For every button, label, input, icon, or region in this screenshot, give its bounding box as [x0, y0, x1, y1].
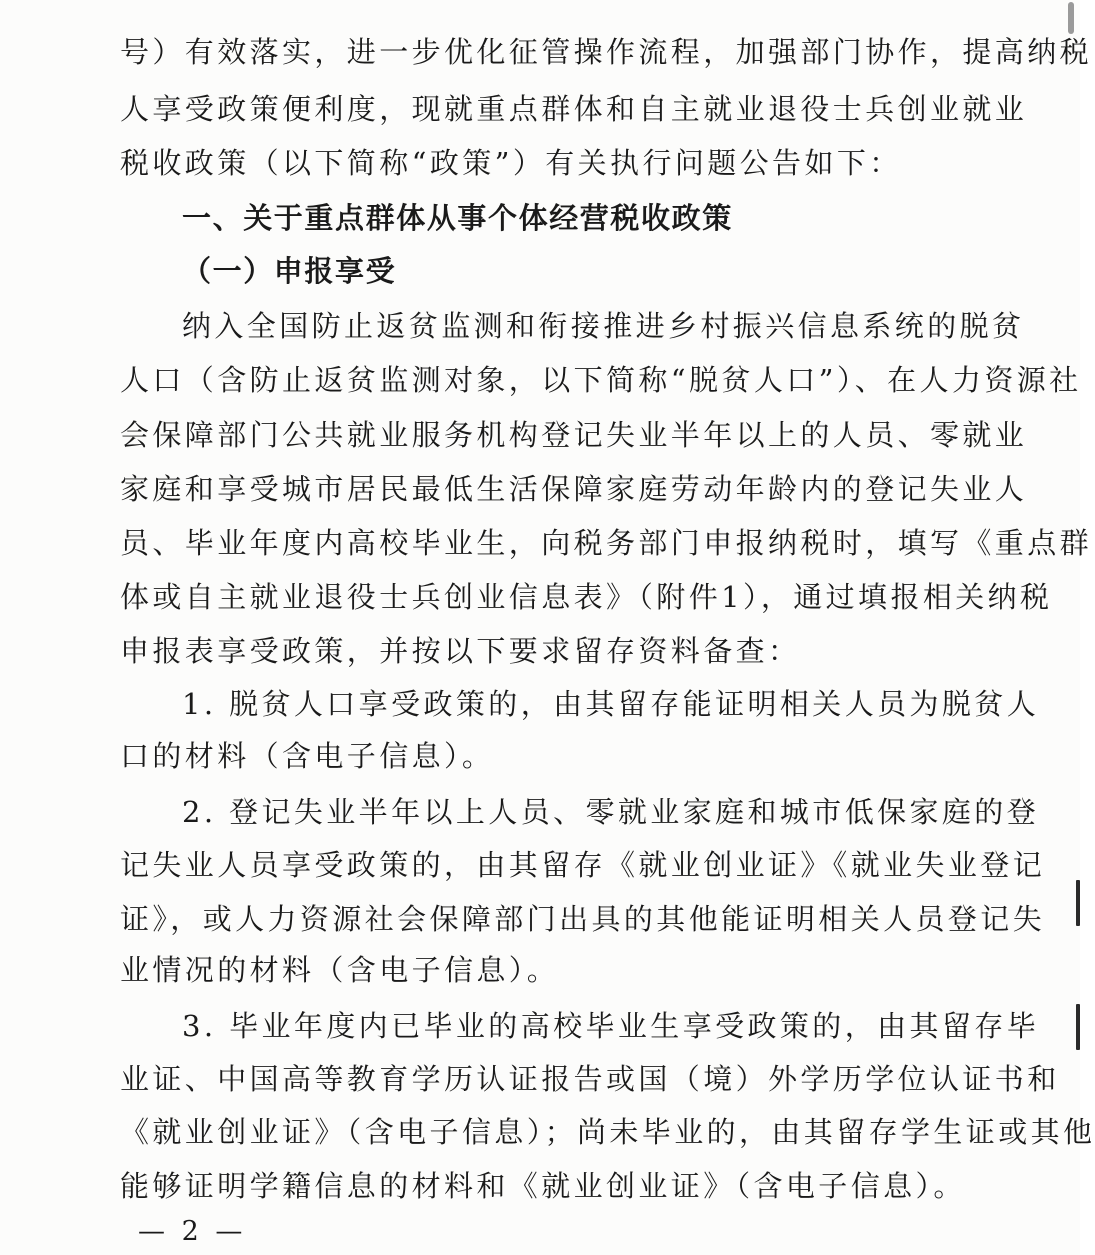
- page-number: — 2 —: [138, 1216, 247, 1247]
- body-text-line: 会保障部门公共就业服务机构登记失业半年以上的人员、零就业: [120, 418, 1028, 452]
- body-text-line: 《就业创业证》（含电子信息）；尚未毕业的，由其留存学生证或其他: [120, 1115, 1095, 1149]
- body-text-line: 口的材料（含电子信息）。: [120, 739, 495, 773]
- body-text-line: 业证、中国高等教育学历认证报告或国（境）外学历学位认证书和: [120, 1062, 1060, 1096]
- section-heading: 一、关于重点群体从事个体经营税收政策: [182, 201, 733, 235]
- body-text-line: 能够证明学籍信息的材料和《就业创业证》（含电子信息）。: [120, 1169, 966, 1203]
- body-text-line: 员、毕业年度内高校毕业生，向税务部门申报纳税时，填写《重点群: [120, 526, 1093, 560]
- body-text-line: 申报表享受政策，并按以下要求留存资料备查：: [120, 634, 801, 668]
- body-text-line: 家庭和享受城市居民最低生活保障家庭劳动年龄内的登记失业人: [120, 472, 1028, 506]
- body-text-line: 人口（含防止返贫监测对象，以下简称“脱贫人口”）、在人力资源社: [120, 363, 1082, 397]
- subsection-heading: （一）申报享受: [182, 254, 397, 288]
- body-text-line: 人享受政策便利度，现就重点群体和自主就业退役士兵创业就业: [120, 92, 1028, 126]
- body-text-line: 1. 脱贫人口享受政策的，由其留存能证明相关人员为脱贫人: [182, 687, 1040, 721]
- page-edge-mark: [1076, 880, 1080, 926]
- body-text-line: 2. 登记失业半年以上人员、零就业家庭和城市低保家庭的登: [182, 795, 1040, 829]
- body-text-line: 业情况的材料（含电子信息）。: [120, 953, 560, 987]
- body-text-line: 记失业人员享受政策的，由其留存《就业创业证》《就业失业登记: [120, 848, 1046, 882]
- body-text-line: 税收政策（以下简称“政策”）有关执行问题公告如下：: [120, 146, 902, 180]
- body-text-line: 3. 毕业年度内已毕业的高校毕业生享受政策的，由其留存毕: [182, 1009, 1040, 1043]
- scrollbar-thumb[interactable]: [1068, 2, 1074, 34]
- body-text-line: 证》，或人力资源社会保障部门出具的其他能证明相关人员登记失: [120, 902, 1046, 936]
- body-text-line: 号）有效落实，进一步优化征管操作流程，加强部门协作，提高纳税: [120, 35, 1093, 69]
- body-text-line: 体或自主就业退役士兵创业信息表》（附件1），通过填报相关纳税: [120, 580, 1053, 614]
- body-text-line: 纳入全国防止返贫监测和衔接推进乡村振兴信息系统的脱贫: [182, 309, 1025, 343]
- page-edge-mark: [1076, 1004, 1080, 1050]
- scrollbar[interactable]: [1066, 0, 1080, 1255]
